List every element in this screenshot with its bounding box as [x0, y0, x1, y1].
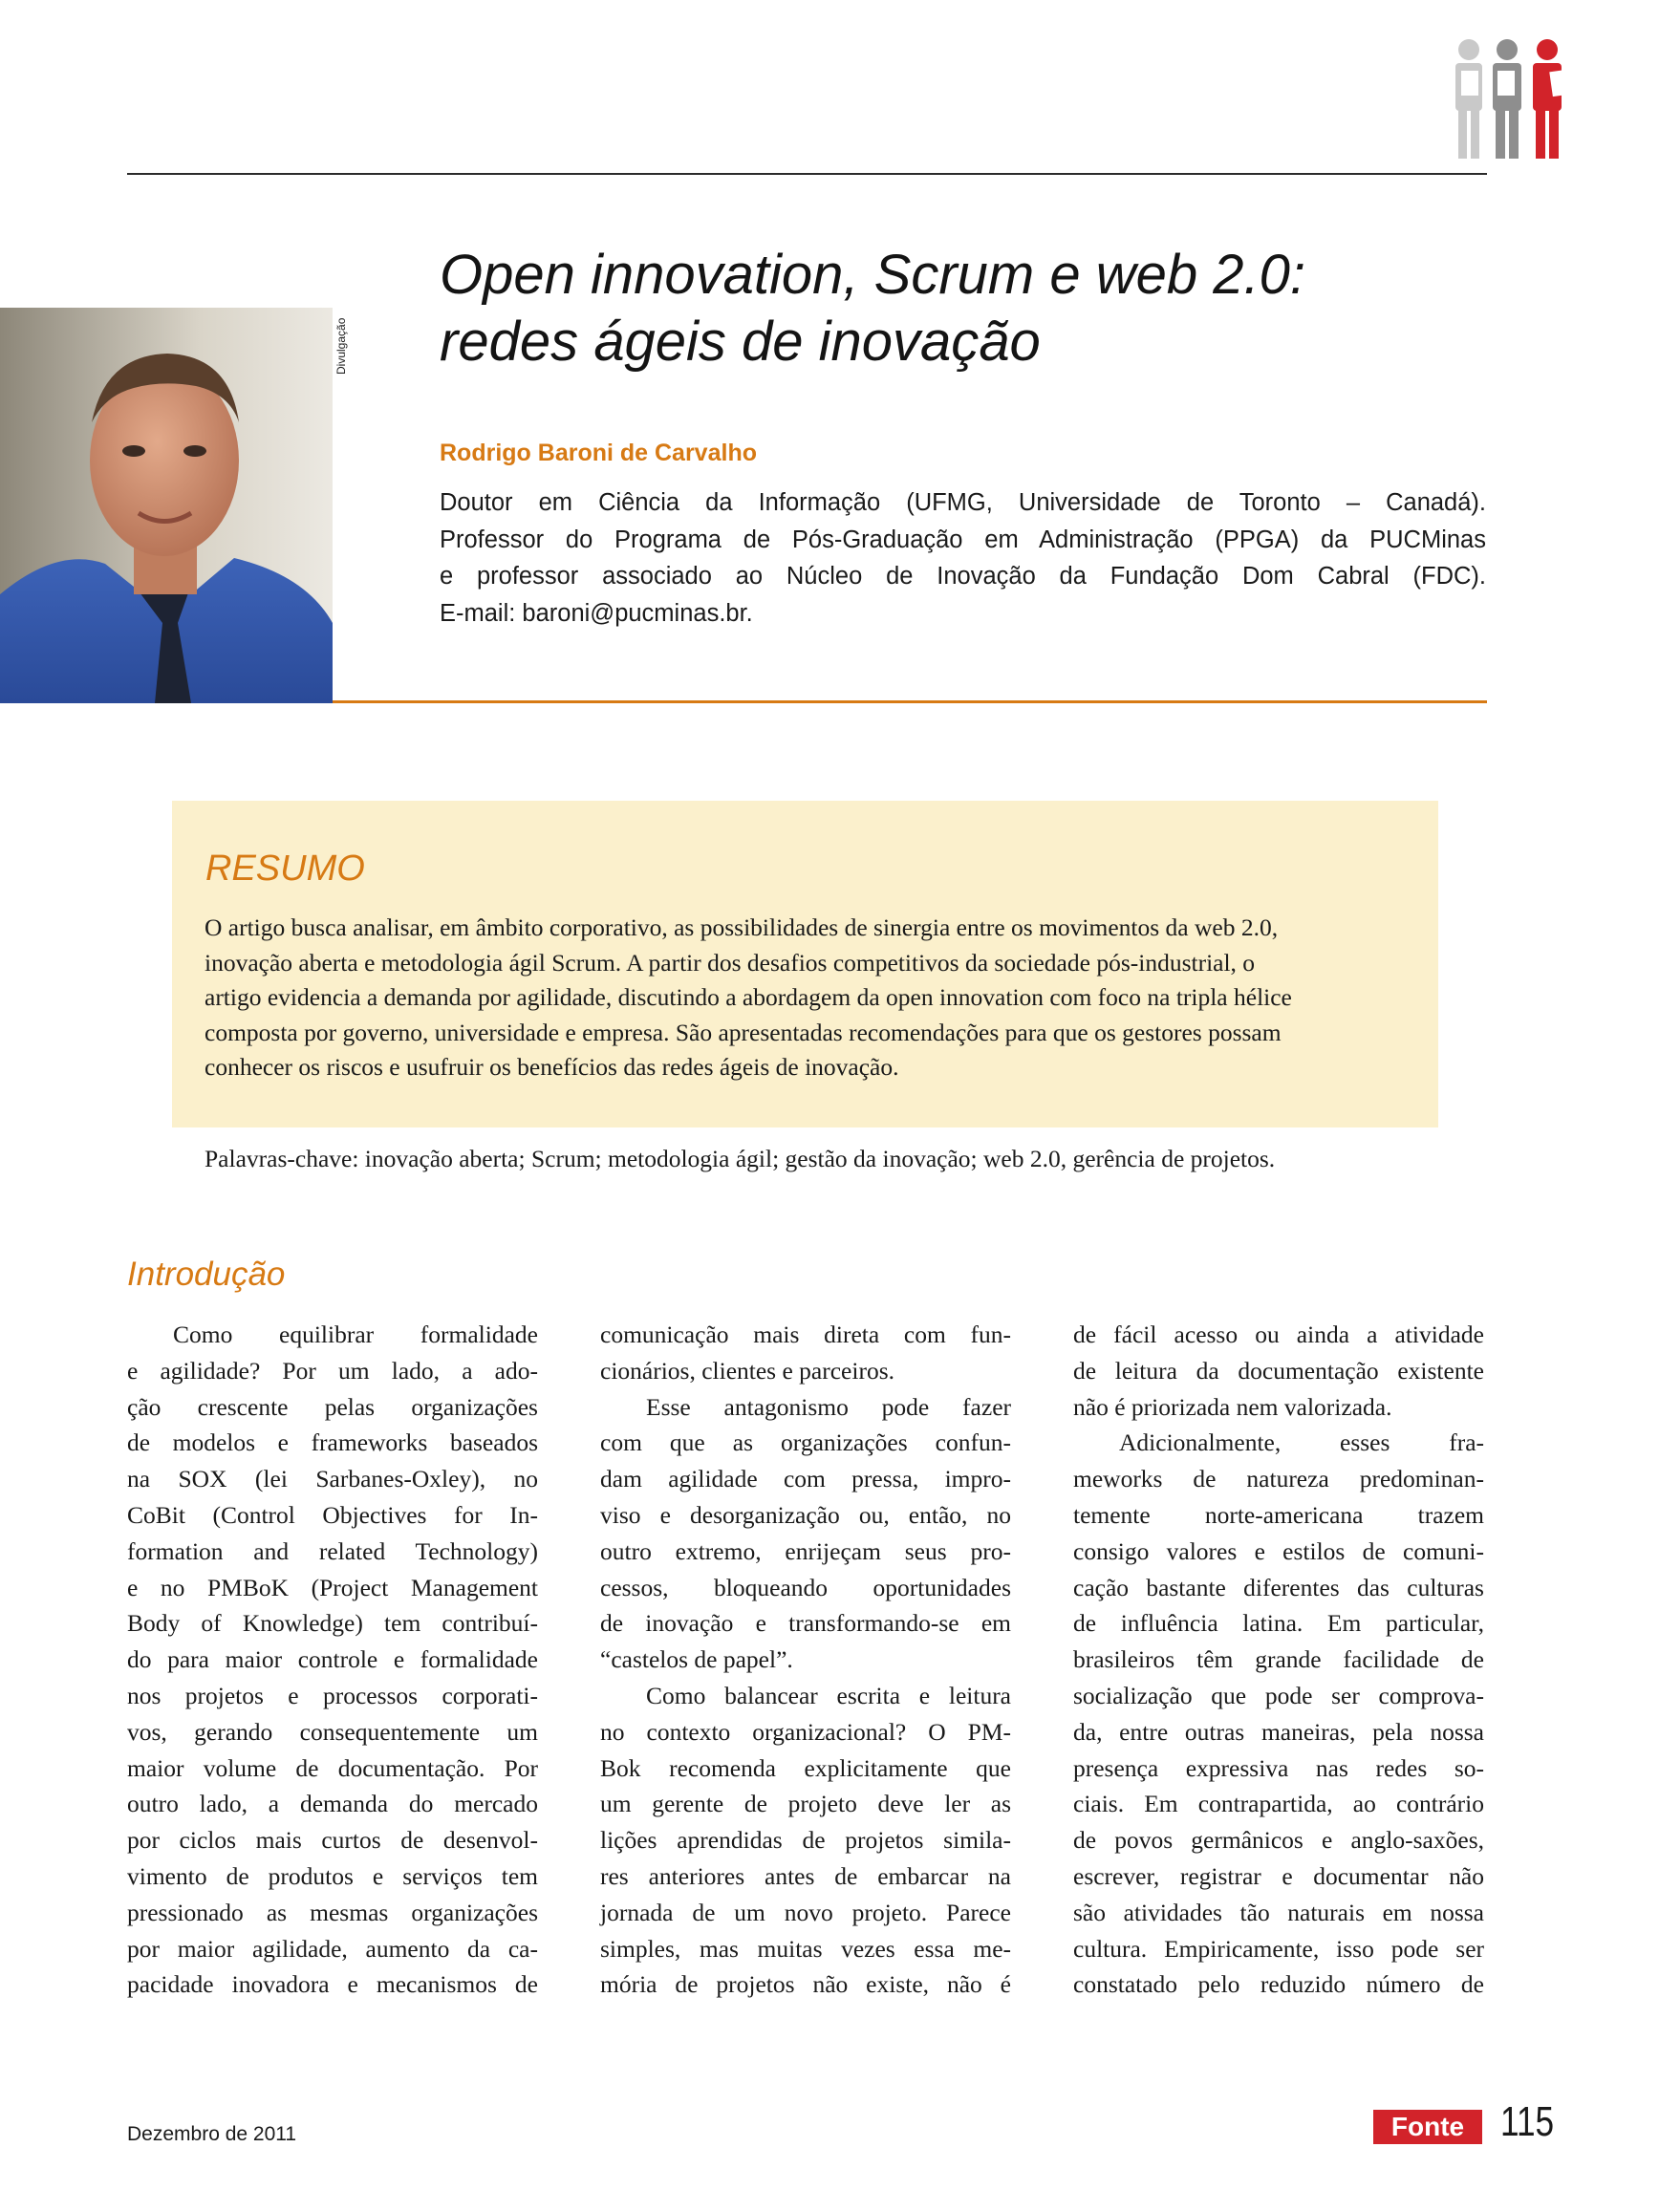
body-text-line: por maior agilidade, aumento da ca-: [127, 1934, 538, 1963]
body-text-line: maior volume de documentação. Por: [127, 1753, 538, 1782]
author-bio-line: Doutor em Ciência da Informação (UFMG, Universidade de Toronto – Canadá).: [440, 489, 1486, 516]
body-text-line: da, entre outras maneiras, pela nossa: [1073, 1717, 1484, 1746]
body-text-line: constatado pelo reduzido número de: [1073, 1970, 1484, 1999]
body-text-line: socialização que pode ser comprova-: [1073, 1681, 1484, 1709]
body-text-line: outro lado, a demanda do mercado: [127, 1790, 538, 1818]
body-column-2: [600, 1317, 1011, 2003]
body-text-line: formation and related Technology): [127, 1536, 538, 1565]
body-text-line: não é priorizada nem valorizada.: [1073, 1392, 1392, 1421]
body-text-line: na SOX (lei Sarbanes-Oxley), no: [127, 1465, 538, 1493]
body-text-line: dam agilidade com pressa, impro-: [600, 1465, 1011, 1493]
section-heading: Introdução: [127, 1256, 286, 1293]
header-rule: [127, 173, 1487, 175]
body-text-line: simples, mas muitas vezes essa me-: [600, 1934, 1011, 1963]
body-text-line: de leitura da documentação existente: [1073, 1356, 1484, 1385]
body-text-line: e no PMBoK (Project Management: [127, 1573, 538, 1601]
body-text-line: de povos germânicos e anglo-saxões,: [1073, 1826, 1484, 1855]
author-photo: [0, 308, 333, 703]
body-text-line: “castelos de papel”.: [600, 1645, 793, 1674]
body-text-line: no contexto organizacional? O PM-: [600, 1717, 1011, 1746]
body-text-line: com que as organizações confun-: [600, 1428, 1011, 1457]
body-text-line: Adicionalmente, esses fra-: [1119, 1428, 1484, 1457]
body-text-line: nos projetos e processos corporati-: [127, 1681, 538, 1709]
title-line: Open innovation, Scrum e web 2.0:: [440, 244, 1305, 306]
magazine-logo: Fonte: [1373, 2110, 1482, 2144]
body-text-line: cessos, bloqueando oportunidades: [600, 1573, 1011, 1601]
body-column-1: [127, 1317, 538, 2003]
body-text-line: lições aprendidas de projetos simila-: [600, 1826, 1011, 1855]
body-text-line: viso e desorganização ou, então, no: [600, 1500, 1011, 1529]
author-bio-line: e professor associado ao Núcleo de Inovação da Fundação Dom Cabral (FDC).: [440, 563, 1486, 591]
body-text-line: mória de projetos não existe, não é: [600, 1970, 1011, 1999]
body-text-line: Bok recomenda explicitamente que: [600, 1753, 1011, 1782]
body-text-line: e agilidade? Por um lado, a ado-: [127, 1356, 538, 1385]
article-title: [440, 242, 1539, 376]
body-text-line: res anteriores antes de embarcar na: [600, 1861, 1011, 1890]
abstract-line: inovação aberta e metodologia ágil Scrum. A partir dos desafios competitivos da sociedade pós-industrial, o: [205, 948, 1256, 977]
body-text-line: Como balancear escrita e leitura: [646, 1681, 1011, 1709]
body-text-line: jornada de um novo projeto. Parece: [600, 1898, 1011, 1926]
author-name: Rodrigo Baroni de Carvalho: [440, 440, 757, 466]
body-text-line: pacidade inovadora e mecanismos de: [127, 1970, 538, 1999]
keywords: Palavras-chave: inovação aberta; Scrum; metodologia ágil; gestão da inovação; web 2.0, gerência de projetos.: [205, 1145, 1276, 1172]
body-text-line: presença expressiva nas redes so-: [1073, 1753, 1484, 1782]
body-text-line: de modelos e frameworks baseados: [127, 1428, 538, 1457]
body-text-line: Esse antagonismo pode fazer: [646, 1392, 1011, 1421]
body-text-line: de inovação e transformando-se em: [600, 1609, 1011, 1638]
footer-date: Dezembro de 2011: [127, 2123, 297, 2145]
body-text-line: vimento de produtos e serviços tem: [127, 1861, 538, 1890]
body-column-3: [1073, 1317, 1484, 2003]
body-text-line: são atividades tão naturais em nossa: [1073, 1898, 1484, 1926]
body-text-line: Como equilibrar formalidade: [173, 1321, 538, 1348]
body-text-line: CoBit (Control Objectives for In-: [127, 1500, 538, 1529]
body-text-line: consigo valores e estilos de comuni-: [1073, 1536, 1484, 1565]
abstract-line: conhecer os riscos e usufruir os benefícios das redes ágeis de inovação.: [205, 1053, 899, 1081]
body-text-line: um gerente de projeto deve ler as: [600, 1790, 1011, 1818]
abstract-line: O artigo busca analisar, em âmbito corporativo, as possibilidades de sinergia entre os movimentos da web 2.0,: [205, 913, 1279, 941]
body-text-line: de influência latina. Em particular,: [1073, 1609, 1484, 1638]
body-text-line: escrever, registrar e documentar não: [1073, 1861, 1484, 1890]
body-text-line: ção crescente pelas organizações: [127, 1392, 538, 1421]
author-bio: [440, 484, 1486, 632]
body-text-line: temente norte-americana trazem: [1073, 1500, 1484, 1529]
body-text-line: cultura. Empiricamente, isso pode ser: [1073, 1934, 1484, 1963]
body-text-line: Body of Knowledge) tem contribuí-: [127, 1609, 538, 1638]
body-text-line: de fácil acesso ou ainda a atividade: [1073, 1321, 1484, 1348]
body-text-line: ciais. Em contrapartida, ao contrário: [1073, 1790, 1484, 1818]
body-text-line: outro extremo, enrijeçam seus pro-: [600, 1536, 1011, 1565]
body-text-line: cionários, clientes e parceiros.: [600, 1356, 894, 1385]
body-text-line: meworks de natureza predominan-: [1073, 1465, 1484, 1493]
author-bio-line: Professor do Programa de Pós-Graduação em Administração (PPGA) da PUCMinas: [440, 526, 1486, 553]
body-text-line: cação bastante diferentes das culturas: [1073, 1573, 1484, 1601]
author-email: E-mail: baroni@pucminas.br.: [440, 599, 753, 627]
page-number: 115: [1500, 2098, 1555, 2145]
body-text-line: por ciclos mais curtos de desenvol-: [127, 1826, 538, 1855]
abstract-line: composta por governo, universidade e empresa. São apresentadas recomendações para que os gestores possam: [205, 1018, 1282, 1046]
abstract-line: artigo evidencia a demanda por agilidade, discutindo a abordagem da open innovation com foco na tripla hélice: [205, 983, 1292, 1011]
abstract-text: [205, 911, 1407, 1085]
body-text-line: do para maior controle e formalidade: [127, 1645, 538, 1674]
body-text-line: vos, gerando consequentemente um: [127, 1717, 538, 1746]
photo-credit: Divulgação: [334, 317, 348, 375]
abstract-heading: RESUMO: [205, 848, 365, 889]
body-text-line: comunicação mais direta com fun-: [600, 1321, 1011, 1348]
body-text-line: brasileiros têm grande facilidade de: [1073, 1645, 1484, 1674]
body-text-line: pressionado as mesmas organizações: [127, 1898, 538, 1926]
title-line: redes ágeis de inovação: [440, 311, 1041, 373]
people-logo: [1448, 36, 1582, 161]
author-divider: [333, 700, 1487, 703]
